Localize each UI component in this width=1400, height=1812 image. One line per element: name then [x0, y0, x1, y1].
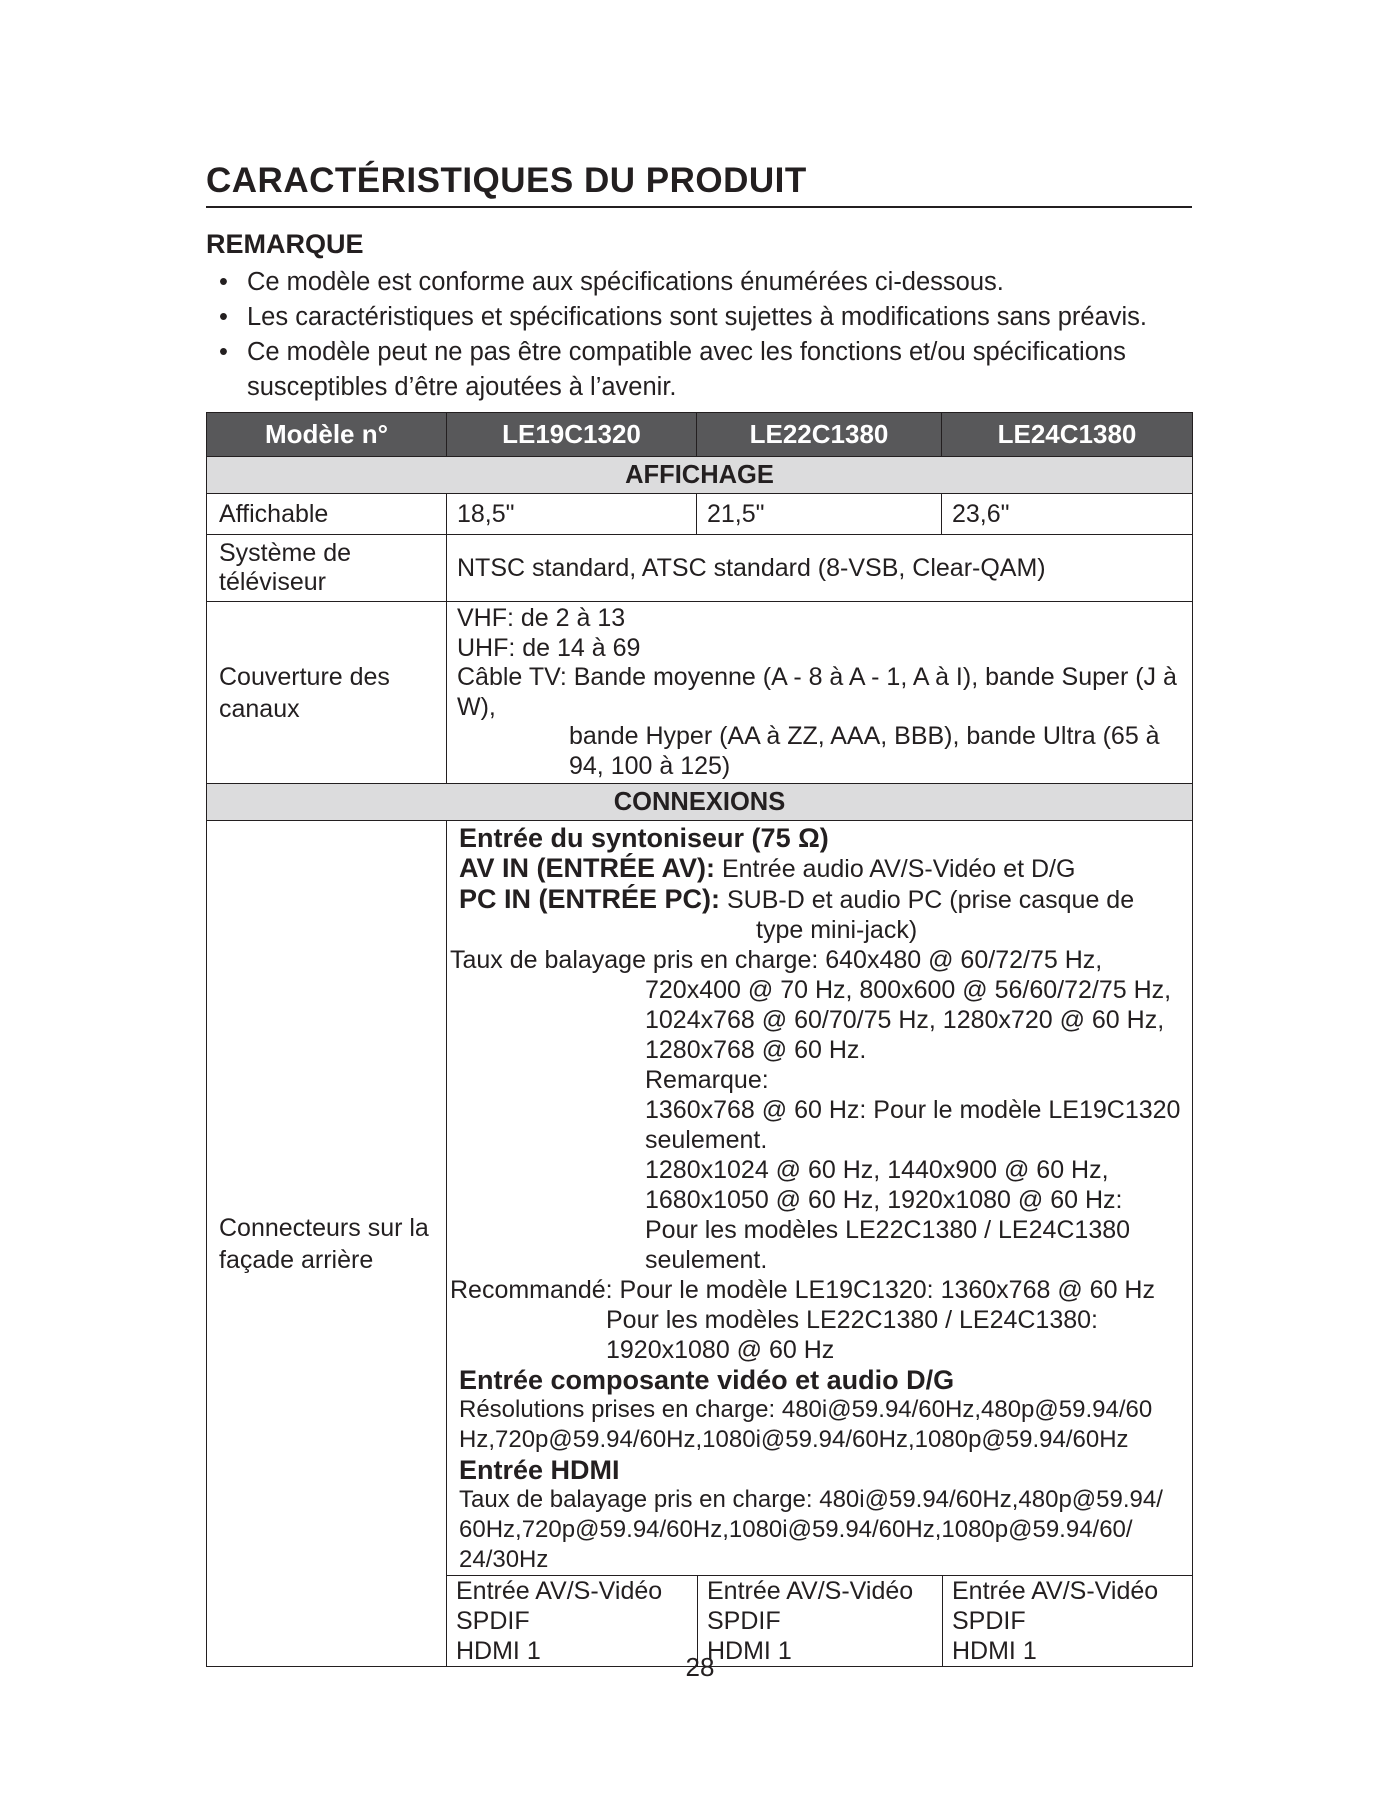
connectors-value — [447, 821, 1193, 1667]
header-model-2: LE22C1380 — [697, 413, 942, 457]
channels-line: 94, 100 à 125) — [569, 751, 731, 780]
table-row — [207, 821, 1193, 1667]
scan-line: Taux de balayage pris en charge: 640x480 @ 60/72/75 Hz, — [450, 946, 1103, 974]
channels-value — [447, 602, 1193, 784]
recommended-line: 1920x1080 @ 60 Hz — [606, 1336, 835, 1364]
connector-item: SPDIF — [707, 1607, 781, 1635]
display-size-3: 23,6" — [942, 494, 1193, 535]
scan-line: 1024x768 @ 60/70/75 Hz, 1280x720 @ 60 Hz, — [645, 1006, 1165, 1034]
channels-line: bande Hyper (AA à ZZ, AAA, BBB), bande Ultra (65 à — [569, 722, 1160, 750]
section-title-affichage: AFFICHAGE — [207, 457, 1193, 494]
notes-list — [219, 265, 1199, 405]
row-label-display: Affichable — [207, 494, 447, 535]
scan-line: Pour les modèles LE22C1380 / LE24C1380 — [645, 1216, 1131, 1244]
section-row-connexions — [207, 784, 1193, 821]
connector-item: HDMI 1 — [952, 1637, 1037, 1665]
tv-system-value: NTSC standard, ATSC standard (8-VSB, Clear-QAM) — [447, 535, 1193, 602]
recommended-line: Recommandé: Pour le modèle LE19C1320: 1360x768 @ 60 Hz — [450, 1276, 1155, 1304]
table-row — [207, 535, 1193, 602]
scan-line: 1280x768 @ 60 Hz. — [645, 1036, 867, 1064]
scan-line: 1280x1024 @ 60 Hz, 1440x900 @ 60 Hz, — [645, 1156, 1109, 1184]
spec-table — [206, 412, 1193, 1667]
pc-in-line — [450, 884, 1182, 915]
table-row — [207, 494, 1193, 535]
scan-line: 720x400 @ 70 Hz, 800x600 @ 56/60/72/75 Hz, — [645, 976, 1172, 1004]
connector-item: HDMI 1 — [456, 1637, 541, 1665]
connector-item: HDMI 1 — [707, 1637, 792, 1665]
pc-in-cont: type mini-jack) — [756, 916, 918, 944]
header-model-label: Modèle n° — [207, 413, 447, 457]
av-in-line — [450, 853, 1182, 884]
header-model-1: LE19C1320 — [447, 413, 697, 457]
pc-in-text: SUB-D et audio PC (prise casque de — [720, 886, 1135, 914]
note-item: • Ce modèle est conforme aux spécifications énumérées ci-dessous. — [219, 265, 1199, 300]
channels-line: UHF: de 14 à 69 — [457, 633, 641, 662]
scan-line: 1360x768 @ 60 Hz: Pour le modèle LE19C1320 — [645, 1096, 1181, 1124]
section-title-connexions: CONNEXIONS — [207, 784, 1193, 821]
note-item: • Ce modèle peut ne pas être compatible avec les fonctions et/ou spécifications susceptibles d’être ajoutées à l’avenir. — [219, 335, 1199, 405]
recommended-line: Pour les modèles LE22C1380 / LE24C1380: — [606, 1306, 1098, 1334]
component-line: Hz,720p@59.94/60Hz,1080i@59.94/60Hz,1080p@59.94/60Hz — [459, 1426, 1129, 1453]
header-model-3: LE24C1380 — [942, 413, 1193, 457]
hdmi-line: 60Hz,720p@59.94/60Hz,1080i@59.94/60Hz,1080p@59.94/60/ — [459, 1516, 1133, 1543]
hdmi-line: Taux de balayage pris en charge: 480i@59.94/60Hz,480p@59.94/ — [459, 1486, 1163, 1513]
row-label-tv-system: Système de téléviseur — [207, 535, 447, 602]
connector-item: SPDIF — [952, 1607, 1026, 1635]
component-title: Entrée composante vidéo et audio D/G — [459, 1365, 955, 1395]
scan-line: Remarque: — [645, 1066, 769, 1094]
page-title: CARACTÉRISTIQUES DU PRODUIT — [206, 160, 1192, 208]
tuner-title: Entrée du syntoniseur (75 Ω) — [459, 823, 829, 853]
scan-line: 1680x1050 @ 60 Hz, 1920x1080 @ 60 Hz: — [645, 1186, 1123, 1214]
display-size-2: 21,5" — [697, 494, 942, 535]
hdmi-title: Entrée HDMI — [459, 1455, 620, 1485]
channels-line: Câble TV: Bande moyenne (A - 8 à A - 1, A à I), bande Super (J à W), — [457, 663, 1177, 721]
channels-line: VHF: de 2 à 13 — [457, 604, 626, 632]
component-line: Résolutions prises en charge: 480i@59.94/60Hz,480p@59.94/60 — [459, 1396, 1153, 1423]
av-in-label: AV IN (ENTRÉE AV): — [459, 853, 715, 883]
table-row — [207, 602, 1193, 784]
connector-item: Entrée AV/S-Vidéo — [456, 1577, 663, 1605]
pc-in-label: PC IN (ENTRÉE PC): — [459, 884, 721, 914]
note-heading: REMARQUE — [206, 229, 364, 259]
page-number: 28 — [685, 1652, 715, 1682]
note-item: • Les caractéristiques et spécifications sont sujettes à modifications sans préavis. — [219, 300, 1199, 335]
table-header-row — [207, 413, 1193, 457]
section-row-affichage — [207, 457, 1193, 494]
display-size-1: 18,5" — [447, 494, 697, 535]
connector-item: Entrée AV/S-Vidéo — [707, 1577, 914, 1605]
row-label-channels: Couverture des canaux — [207, 602, 447, 784]
scan-line: seulement. — [645, 1246, 768, 1274]
hdmi-line: 24/30Hz — [459, 1546, 549, 1573]
av-in-text: Entrée audio AV/S-Vidéo et D/G — [715, 855, 1076, 883]
connector-item: Entrée AV/S-Vidéo — [952, 1577, 1159, 1605]
connector-item: SPDIF — [456, 1607, 530, 1635]
scan-line: seulement. — [645, 1126, 768, 1154]
row-label-connectors: Connecteurs sur la façade arrière — [207, 821, 447, 1667]
